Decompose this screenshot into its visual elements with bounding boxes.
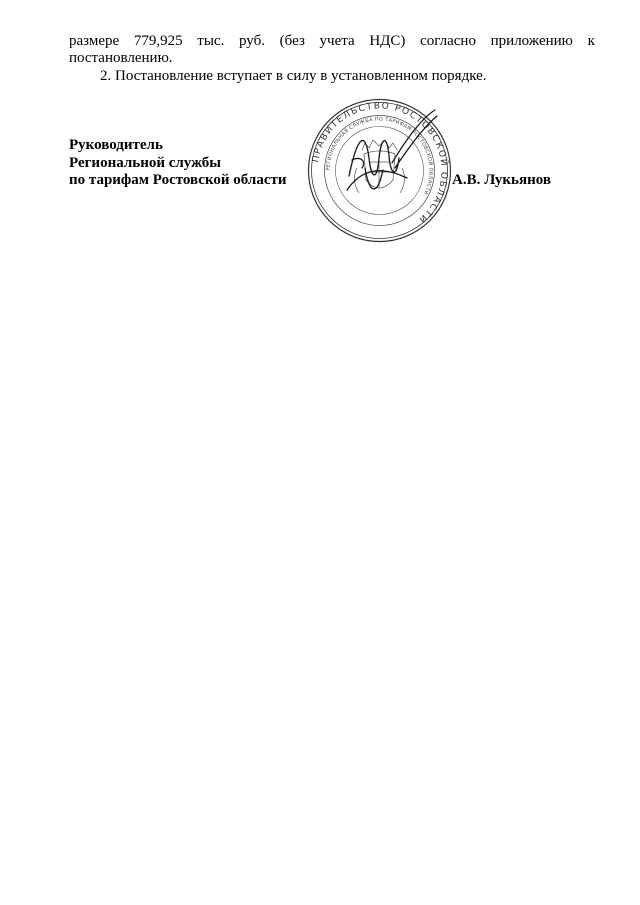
word: приложению	[490, 33, 573, 49]
paragraph-line-1	[69, 33, 595, 50]
signatory-title-line-3: по тарифам Ростовской области	[69, 172, 287, 188]
seal-outer-text: ПРАВИТЕЛЬСТВО РОСТОВСКОЙ ОБЛАСТИ	[310, 101, 449, 225]
word: согласно	[420, 33, 476, 49]
paragraph-item-2: 2. Постановление вступает в силу в установленном порядке.	[100, 68, 487, 84]
word: учета	[319, 33, 355, 49]
word: тыс.	[197, 33, 225, 49]
word: руб.	[239, 33, 265, 49]
word: 779,925	[133, 33, 183, 49]
signatory-title-line-1: Руководитель	[69, 137, 163, 153]
word: размере	[69, 33, 120, 49]
official-seal-stamp	[307, 98, 452, 243]
signatory-name: А.В. Лукьянов	[452, 172, 551, 188]
word: НДС)	[369, 33, 406, 49]
word: к	[587, 33, 595, 49]
word: (без	[279, 33, 305, 49]
paragraph-line-2: постановлению.	[69, 50, 173, 66]
seal-inner-text: РЕГИОНАЛЬНАЯ СЛУЖБА ПО ТАРИФАМ РОСТОВСКОЙ ОБЛАСТИ	[325, 116, 434, 196]
signatory-title-line-2: Региональной службы	[69, 155, 221, 171]
